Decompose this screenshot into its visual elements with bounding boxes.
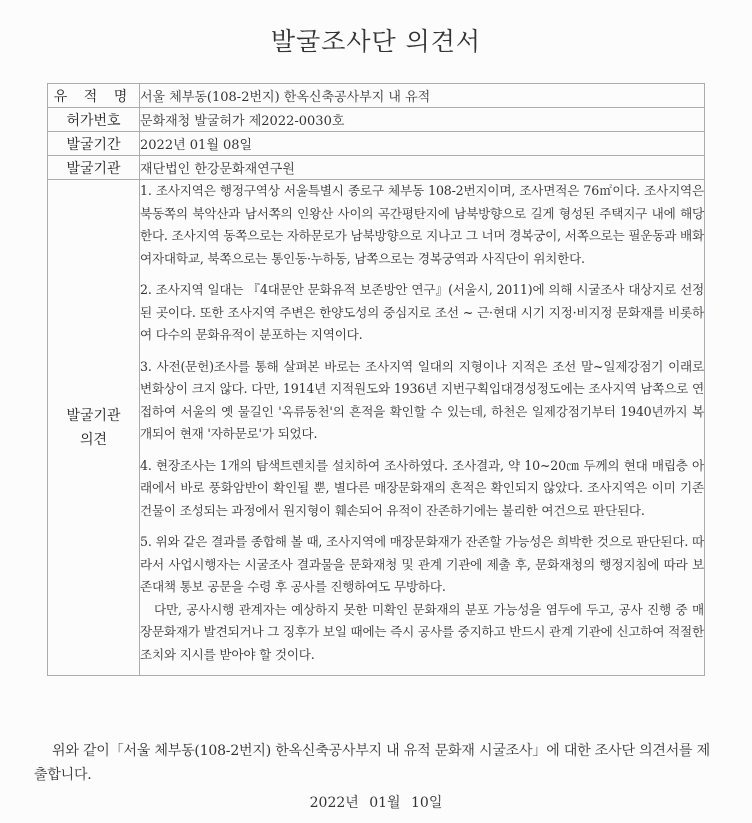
opinion-paragraph-2: 2. 조사지역 일대는 『4대문안 문화유적 보존방안 연구』(서울시, 2011)에 의해 시굴조사 대상지로 선정된 곳이다. 또한 조사지역 주변은 한양도성의 중심지로 조선 ~ 근·현대 시기 지정·비지정 문화재를 비롯하여 다수의 문화유적이 분포하는 지역이다. [140, 282, 704, 342]
label-permit-number: 허가번호 [48, 108, 140, 132]
opinion-paragraph-5: 5. 위와 같은 결과를 종합해 볼 때, 조사지역에 매장문화재가 잔존할 가능성은 희박한 것으로 판단된다. 따라서 사업시행자는 시굴조사 결과물을 문화재청 및 관계 기관에 제출 후, 문화재청의 행정지침에 따라 보존대책 통보 공문을 수령 후 공사를 진행하여도 무방하다. [140, 534, 704, 594]
value-site-name: 서울 체부동(108-2번지) 한옥신축공사부지 내 유적 [140, 84, 705, 108]
table-row-excavation-institution [48, 156, 705, 180]
opinion-paragraph-4: 4. 현장조사는 1개의 탐색트렌치를 설치하여 조사하였다. 조사결과, 약 10~20㎝ 두께의 현대 매립층 아래에서 바로 풍화암반이 확인될 뿐, 별다른 매장문화재의 흔적은 확인되지 않았다. 조사지역은 이미 기존 건물이 조성되는 과정에서 원지형이 훼손되어 유적이 잔존하기에는 불리한 여건으로 판단된다. [140, 457, 704, 518]
opinion-note: 다만, 공사시행 관계자는 예상하지 못한 미확인 문화재의 분포 가능성을 염두에 두고, 공사 진행 중 매장문화재가 발견되거나 그 징후가 보일 때에는 즉시 공사를 중지하고 반드시 관계 기관에 신고하여 적절한 조치와 지시를 받아야 할 것이다. [140, 601, 704, 662]
table-row-excavation-period [48, 132, 705, 156]
opinion-body [140, 180, 705, 676]
label-opinion-line1: 발굴기관 [66, 407, 121, 424]
label-opinion-line2: 의견 [79, 431, 108, 448]
table-row-site-name [48, 84, 705, 108]
opinion-form-table [47, 83, 705, 676]
value-excavation-institution: 재단법인 한강문화재연구원 [140, 156, 705, 180]
submission-date: 2022년 01월 10일 [309, 795, 443, 811]
value-permit-number: 문화재청 발굴허가 제2022-0030호 [140, 108, 705, 132]
document-title: 발굴조사단 의견서 [270, 27, 482, 56]
table-row-institution-opinion [48, 180, 705, 676]
opinion-paragraph-3: 3. 사전(문헌)조사를 통해 살펴본 바로는 조사지역 일대의 지형이나 지적은 조선 말~일제강점기 이래로 변화상이 크지 않다. 다만, 1914년 지적원도와 1936년 지번구획입대경성정도에는 조사지역 남쪽으로 연접하여 서울의 옛 물길인 '옥류동천'의 흔적을 확인할 수 있는데, 하천은 일제강점기부터 1940년까지 복개되어 현재 '자하문로'가 되었다. [140, 358, 704, 441]
label-excavation-institution: 발굴기관 [48, 156, 140, 180]
opinion-paragraph-1: 1. 조사지역은 행정구역상 서울특별시 종로구 체부동 108-2번지이며, 조사면적은 76㎡이다. 조사지역은 북동쪽의 북악산과 남서쪽의 인왕산 사이의 곡간평탄지에 남북방향으로 길게 형성된 주택지구 내에 해당한다. 조사지역 동쪽으로는 자하문로가 남북방향으로 지나고 그 너머 경복궁이, 서쪽으로는 필운동과 배화여자대학교, 북쪽으로는 통인동·누하동, 남쪽으로는 경복궁역과 사직단이 위치한다. [140, 183, 704, 266]
table-row-permit-number [48, 108, 705, 132]
label-site-name: 유 적 명 [48, 84, 140, 108]
label-institution-opinion [48, 180, 140, 676]
label-excavation-period: 발굴기간 [48, 132, 140, 156]
value-excavation-period: 2022년 01월 08일 [140, 132, 705, 156]
closing-statement: 위와 같이「서울 체부동(108-2번지) 한옥신축공사부지 내 유적 문화재 시굴조사」에 대한 조사단 의견서를 제출합니다. [34, 743, 710, 783]
